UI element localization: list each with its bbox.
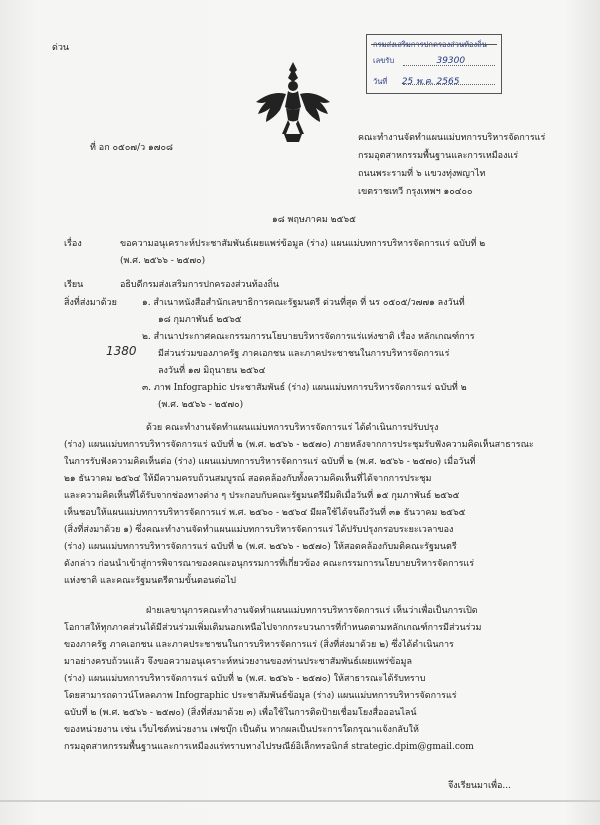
paragraph-line: และความคิดเห็นที่ได้รับจากช่องทางต่าง ๆ ประกอบกับคณะรัฐมนตรีมีมติเมื่อวันที่ ๑๕ กุมภาพันธ์ ๒๕๖๕ bbox=[64, 491, 460, 501]
stamp-date-row bbox=[373, 74, 459, 88]
paragraph-line: ๒๑ ธันวาคม ๒๕๖๔ ให้มีความครบถ้วนสมบูรณ์ สอดคล้องกับทั้งความคิดเห็นที่ได้จากการประชุม bbox=[64, 474, 432, 484]
document-number: ที่ อก ๐๕๐๗/ว ๑๗๐๘ bbox=[90, 143, 173, 153]
attachment-item-cont: (พ.ศ. ๒๕๖๖ - ๒๕๗๐) bbox=[158, 400, 244, 410]
subject-text-cont: (พ.ศ. ๒๕๖๖ - ๒๕๗๐) bbox=[120, 256, 206, 266]
paragraph-line: ฝ่ายเลขานุการคณะทำงานจัดทำแผนแม่บทการบริหารจัดการแร่ เห็นว่าเพื่อเป็นการเปิด bbox=[146, 606, 478, 616]
paragraph-line: ด้วย คณะทำงานจัดทำแผนแม่บทการบริหารจัดการแร่ ได้ดำเนินการปรับปรุง bbox=[146, 423, 439, 433]
stamp-strike-line bbox=[371, 44, 497, 45]
recipient-text: อธิบดีกรมส่งเสริมการปกครองส่วนท้องถิ่น bbox=[120, 280, 280, 290]
paragraph-line: ของภาครัฐ ภาคเอกชน และภาคประชาชนในการบริหารจัดการแร่ (สิ่งที่ส่งมาด้วย ๒) ซึ่งได้ดำเนินการ bbox=[64, 640, 454, 650]
subject-label: เรื่อง bbox=[64, 239, 82, 249]
stamp-date-value: 25 พ.ค. 2565 bbox=[401, 77, 460, 87]
sender-line: คณะทำงานจัดทำแผนแม่บทการบริหารจัดการแร่ bbox=[358, 133, 546, 143]
attachment-item-cont: มีส่วนร่วมของภาครัฐ ภาคเอกชน และภาคประชาชนในการบริหารจัดการแร่ bbox=[158, 349, 450, 359]
paragraph-line: โดยสามารถดาวน์โหลดภาพ Infographic ประชาสัมพันธ์ข้อมูล (ร่าง) แผนแม่บทการบริหารจัดการแร่ bbox=[64, 691, 457, 701]
paragraph-line: มาอย่างครบถ้วนแล้ว จึงขอความอนุเคราะห์หน่วยงานของท่านประชาสัมพันธ์เผยแพร่ข้อมูล bbox=[64, 657, 413, 667]
paragraph-line: ดังกล่าว ก่อนนำเข้าสู่การพิจารณาของคณะอนุกรรมการที่เกี่ยวข้อง คณะกรรมการนโยบายบริหารจัดการแร่ bbox=[64, 559, 475, 569]
paragraph-line: (ร่าง) แผนแม่บทการบริหารจัดการแร่ ฉบับที่ ๒ (พ.ศ. ๒๕๖๖ - ๒๕๗๐) ภายหลังจากการประชุมรับฟังความคิดเห็นสาธารณะ bbox=[64, 440, 534, 450]
paragraph-line: (ร่าง) แผนแม่บทการบริหารจัดการแร่ ฉบับที่ ๒ (พ.ศ. ๒๕๖๖ - ๒๕๗๐) ให้สาธารณะได้รับทราบ bbox=[64, 674, 426, 684]
attachment-item: ๒. สำเนาประกาศคณะกรรมการนโยบายบริหารจัดการแร่แห่งชาติ เรื่อง หลักเกณฑ์การ bbox=[142, 332, 475, 342]
paragraph-line: ฉบับที่ ๒ (พ.ศ. ๒๕๖๖ - ๒๕๗๐) (สิ่งที่ส่งมาด้วย ๓) เพื่อใช้ในการติดป้ายเชื่อมโยงสื่อออนไลน์ bbox=[64, 708, 417, 718]
stamp-date-label: วันที่ bbox=[373, 77, 388, 86]
paragraph-line: เห็นชอบให้แผนแม่บทการบริหารจัดการแร่ พ.ศ. ๒๕๖๐ - ๒๕๖๔ มีผลใช้ได้จนถึงวันที่ ๓๑ ธันวาคม ๒๕๖๕ bbox=[64, 508, 466, 518]
attachment-item: ๑. สำเนาหนังสือสำนักเลขาธิการคณะรัฐมนตรี ด่วนที่สุด ที่ นร ๐๕๐๕/ว๗๗๑ ลงวันที่ bbox=[142, 298, 465, 308]
handwritten-number: 1380 bbox=[106, 344, 137, 358]
stamp-line bbox=[403, 65, 495, 66]
sender-line: เขตราชเทวี กรุงเทพฯ ๑๐๔๐๐ bbox=[358, 187, 473, 197]
recipient-label: เรียน bbox=[64, 280, 84, 290]
attachment-item: ๓. ภาพ Infographic ประชาสัมพันธ์ (ร่าง) แผนแม่บทการบริหารจัดการแร่ ฉบับที่ ๒ bbox=[142, 383, 467, 393]
closing-continuation: จึงเรียนมาเพื่อ... bbox=[448, 781, 511, 791]
stamp-number-value: 39300 bbox=[436, 56, 466, 66]
paragraph-line: (สิ่งที่ส่งมาด้วย ๑) ซึ่งคณะทำงานจัดทำแผนแม่บทการบริหารจัดการแร่ ได้ปรับปรุงกรอบระยะเวลาของ bbox=[64, 525, 454, 535]
subject-text: ขอความอนุเคราะห์ประชาสัมพันธ์เผยแพร่ข้อมูล (ร่าง) แผนแม่บทการบริหารจัดการแร่ ฉบับที่ ๒ bbox=[120, 239, 486, 249]
garuda-emblem-icon bbox=[250, 58, 336, 148]
attachments-label: สิ่งที่ส่งมาด้วย bbox=[64, 298, 117, 308]
paragraph-line: กรมอุตสาหกรรมพื้นฐานและการเหมืองแร่ทราบทางไปรษณีย์อิเล็กทรอนิกส์ strategic.dpim@gmail.com bbox=[64, 742, 474, 752]
paragraph-line: (ร่าง) แผนแม่บทการบริหารจัดการแร่ ฉบับที่ ๒ (พ.ศ. ๒๕๖๖ - ๒๕๗๐) ให้สอดคล้องกับมติคณะรัฐมนตรี bbox=[64, 542, 457, 552]
receipt-stamp bbox=[366, 34, 502, 94]
sender-line: ถนนพระรามที่ ๖ แขวงทุ่งพญาไท bbox=[358, 169, 486, 179]
attachment-item-cont: ลงวันที่ ๑๗ มิถุนายน ๒๕๖๔ bbox=[158, 366, 266, 376]
paragraph-line: แห่งชาติ และคณะรัฐมนตรีตามขั้นตอนต่อไป bbox=[64, 576, 236, 586]
stamp-agency bbox=[373, 39, 487, 51]
stamp-number-label: เลขรับ bbox=[373, 56, 395, 65]
document-date: ๑๘ พฤษภาคม ๒๕๖๕ bbox=[272, 215, 356, 225]
paragraph-line: ของหน่วยงาน เช่น เว็บไซต์หน่วยงาน เฟซบุ๊ก เป็นต้น หากผลเป็นประการใดกรุณาแจ้งกลับให้ bbox=[64, 725, 419, 735]
page-bottom-edge bbox=[0, 800, 600, 802]
sender-line: กรมอุตสาหกรรมพื้นฐานและการเหมืองแร่ bbox=[358, 151, 519, 161]
attachment-item-cont: ๑๘ กุมภาพันธ์ ๒๕๖๕ bbox=[158, 315, 242, 325]
paragraph-line: ในการรับฟังความคิดเห็นต่อ (ร่าง) แผนแม่บทการบริหารจัดการแร่ ฉบับที่ ๒ (พ.ศ. ๒๕๖๖ - ๒๕๗๐) เมื่อวันที่ bbox=[64, 457, 476, 467]
corner-note: ด่วน bbox=[52, 43, 70, 53]
stamp-line bbox=[403, 84, 495, 85]
paragraph-line: โอกาสให้ทุกภาคส่วนได้มีส่วนร่วมเพิ่มเติมนอกเหนือไปจากกระบวนการที่กำหนดตามหลักเกณฑ์การมีส่วนร่วม bbox=[64, 623, 482, 633]
